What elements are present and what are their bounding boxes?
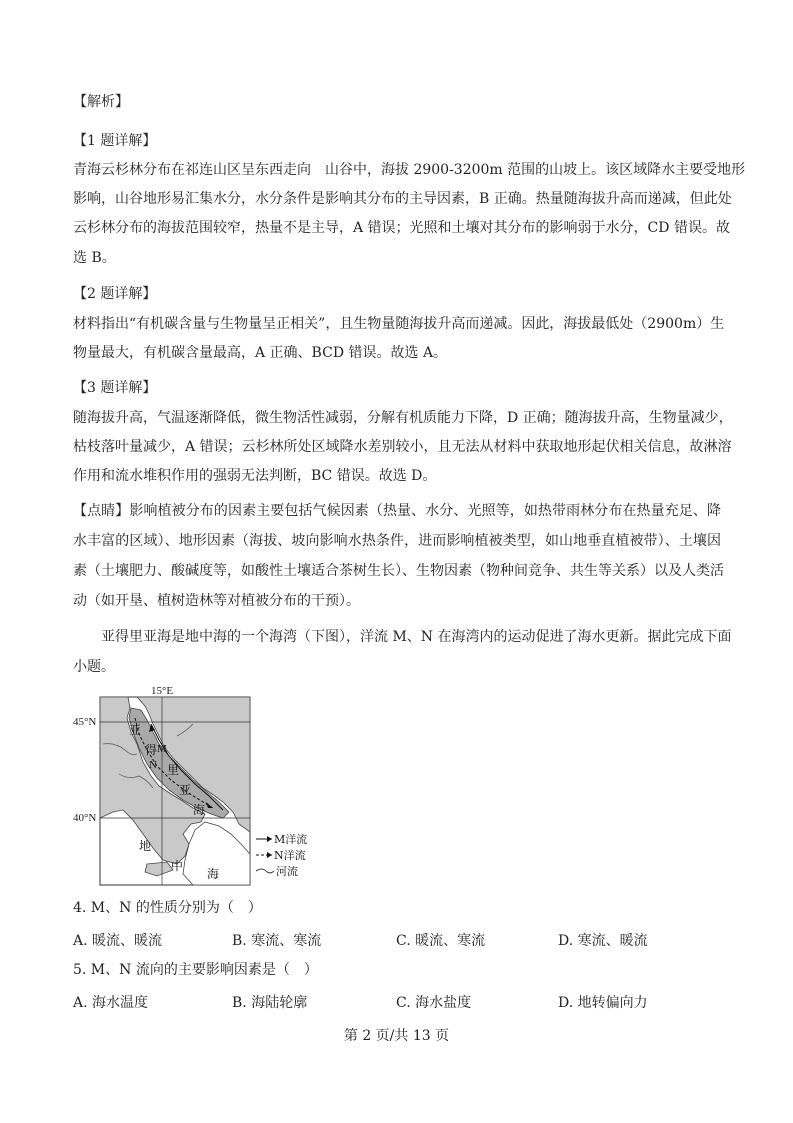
legend-n: N洋流: [274, 849, 306, 862]
lon-label: 15°E: [151, 685, 174, 697]
analysis-heading: 【解析】: [73, 94, 129, 110]
m-label: M: [157, 743, 167, 755]
legend-river: 河流: [276, 865, 298, 878]
q2-line: 物量最大，有机碳含量最高，A 正确、BCD 错误。故选 A。: [73, 345, 448, 361]
q5-option-b[interactable]: B. 海陆轮廓: [232, 995, 308, 1011]
med-char: 地: [139, 839, 152, 853]
q1-heading: 【1 题详解】: [73, 133, 157, 149]
q5-stem: 5. M、N 流向的主要影响因素是（ ）: [73, 962, 318, 978]
dianjing-line: 水丰富的区域）、地形因素（海拔、坡向影响水热条件，进而影响植被类型，如山地垂直植被带）、土壤因: [73, 533, 721, 549]
sea-char: 亚: [179, 783, 192, 797]
sea-char: 亚: [129, 723, 142, 737]
q2-heading: 【2 题详解】: [73, 286, 157, 302]
med-char: 海: [207, 867, 220, 881]
q4-option-c[interactable]: C. 暖流、寒流: [396, 933, 486, 949]
q5-option-d[interactable]: D. 地转偏向力: [558, 995, 648, 1011]
q5-option-c[interactable]: C. 海水盐度: [396, 995, 472, 1011]
q1-line: 影响，山谷地形易汇集水分，水分条件是影响其分布的主导因素，B 正确。热量随海拔升高而递减，但此处: [73, 191, 732, 207]
adriatic-map: [73, 684, 333, 889]
dianjing-line: 素（土壤肥力、酸碱度等，如酸性土壤适合茶树生长）、生物因素（物种间竞争、共生等关系）以及人类活: [73, 563, 724, 579]
page-footer: 第 2 页/共 13 页: [343, 1028, 450, 1044]
q3-heading: 【3 题详解】: [73, 380, 157, 396]
sea-char: 海: [193, 803, 206, 817]
q1-line: 青海云杉林分布在祁连山区呈东西走向 山谷中，海拔 2900-3200m 范围的山坡上。该区域降水主要受地形: [73, 162, 746, 178]
dianjing-line: 【点睛】影响植被分布的因素主要包括气候因素（热量、水分、光照等，如热带雨林分布在热量充足、降: [73, 503, 721, 519]
lat-bottom-label: 40°N: [73, 812, 97, 824]
dianjing-line: 动（如开垦、植树造林等对植被分布的干预）。: [73, 593, 360, 609]
intro-line: 小题。: [73, 659, 115, 675]
q4-option-a[interactable]: A. 暖流、暖流: [73, 933, 163, 949]
q2-line: 材料指出“有机碳含量与生物量呈正相关”，且生物量随海拔升高而递减。因此，海拔最低处（2900m）生: [73, 316, 725, 332]
q3-line: 作用和流水堆积作用的强弱无法判断，BC 错误。故选 D。: [73, 468, 437, 484]
lat-top-label: 45°N: [73, 716, 97, 728]
sea-char: 里: [167, 763, 180, 777]
q4-stem: 4. M、N 的性质分别为（ ）: [73, 900, 262, 916]
q1-line: 选 B。: [73, 250, 116, 266]
q3-line: 随海拔升高，气温逐渐降低，微生物活性减弱，分解有机质能力下降，D 正确；随海拔升高，生物量减少，: [73, 410, 733, 426]
q3-line: 枯枝落叶量减少，A 错误；云杉林所处区域降水差别较小，且无法从材料中获取地形起伏相关信息，故淋溶: [73, 439, 732, 455]
n-label: N: [149, 759, 157, 771]
sea-char: 得: [145, 743, 158, 757]
med-char: 中: [171, 859, 184, 873]
q4-option-b[interactable]: B. 寒流、寒流: [232, 933, 322, 949]
intro-line: 亚得里亚海是地中海的一个海湾（下图），洋流 M、N 在海湾内的运动促进了海水更新。据此完成下面: [101, 629, 732, 645]
q4-option-d[interactable]: D. 寒流、暖流: [558, 933, 648, 949]
q1-line: 云杉林分布的海拔范围较窄，热量不是主导，A 错误；光照和土壤对其分布的影响弱于水分，CD 错误。故: [73, 220, 730, 236]
legend-m: M洋流: [274, 833, 308, 846]
q5-option-a[interactable]: A. 海水温度: [73, 995, 149, 1011]
